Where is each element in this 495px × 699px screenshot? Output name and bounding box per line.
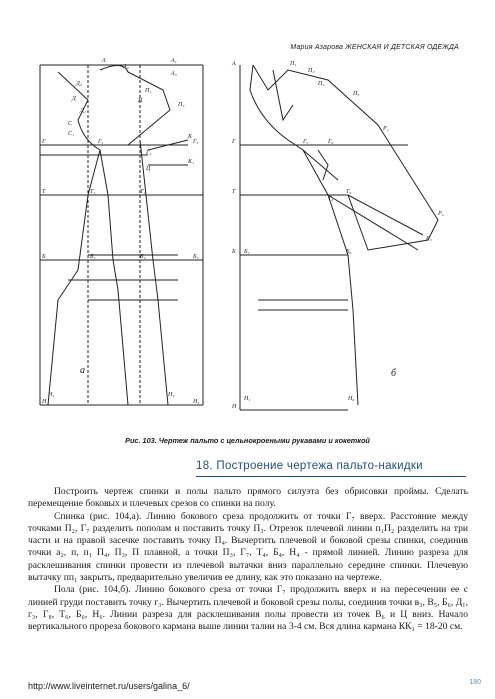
- label-b-B1: Б₁: [244, 249, 250, 255]
- label-a-P2: П₂: [178, 102, 185, 108]
- label-a-A1: А₁: [171, 58, 177, 64]
- label-a-G3: Г₃: [193, 139, 199, 145]
- label-a-G: Г: [42, 139, 46, 145]
- label-b-G7: Г₇: [303, 139, 309, 145]
- drawing-b-lines: [240, 65, 438, 410]
- label-b-P1: П₁: [290, 61, 297, 67]
- label-b-R1: Р₁: [383, 126, 389, 132]
- label-a-C: С: [68, 121, 73, 127]
- label-a-D: Д: [72, 96, 76, 102]
- label-b-R2: Р₂: [438, 211, 444, 217]
- page-number: 180: [469, 679, 481, 686]
- label-a-H: Н: [42, 399, 47, 405]
- label-b-R3: Р₃: [426, 236, 432, 242]
- footer-url[interactable]: http://www.liveinternet.ru/users/galina_6/: [28, 681, 190, 691]
- figure-label-a: а: [80, 365, 85, 376]
- label-b-H6: Н₆: [348, 396, 355, 402]
- label-a-G1: Г₁: [98, 139, 104, 145]
- label-b-P3: П₃: [353, 91, 360, 97]
- label-a-C-ts: Ц: [146, 166, 151, 172]
- label-a-T2: Т₂: [140, 189, 146, 195]
- label-a-K: К: [188, 134, 192, 140]
- drawing-a-labels: [41, 58, 199, 405]
- label-a-C1: С₁: [68, 131, 75, 137]
- label-b-A: А: [232, 61, 236, 67]
- label-b-T6: Т₆: [346, 189, 352, 195]
- label-a-D2: Д₂: [76, 81, 82, 87]
- label-b-G: Г: [232, 139, 236, 145]
- label-b-P4: П₄: [318, 81, 325, 87]
- figure-label-b: б: [391, 368, 397, 379]
- label-b-T8: Т₈: [328, 196, 334, 202]
- label-a-H3: Н₃: [193, 399, 200, 405]
- label-a-B3: Б₃: [193, 254, 199, 260]
- label-a-A2: А₂: [123, 64, 129, 70]
- paragraph-intro: Построить чертеж спинки и полы пальто прямого силуэта без обрисовки проймы. Сделать перемещение боковых и плечевых срезов со спинки на полу.: [28, 486, 468, 510]
- label-a-A: А: [102, 58, 106, 64]
- label-b-T: Т: [232, 189, 236, 195]
- label-a-B1: Б₁: [90, 254, 96, 260]
- pattern-drawing: [28, 50, 468, 420]
- label-a-T1: Т₁: [90, 189, 96, 195]
- label-a-D1: Д₁: [80, 108, 86, 114]
- label-a-A3: А₃: [171, 71, 177, 77]
- label-a-H2: Н₂: [168, 392, 175, 398]
- label-a-K1: К₁: [188, 159, 195, 165]
- label-b-P2: П₂: [308, 68, 315, 74]
- body-text: [28, 486, 468, 634]
- drawing-a-lines: [40, 65, 203, 405]
- label-a-G2: Г₂: [146, 150, 152, 156]
- paragraph-back: Спинка (рис. 104,а). Линию бокового среза продолжить от точки Г₇ вверх. Расстояние между точками П₂, Г₇ разделить пополам и поставить точку П₃. Отрезок плечевой линии п₁П₂ разделить на три части и на правой засечке поставить точку П₄. Вычертить плечевой и боковой срезы спинки, соединив точки а₂, п, п₁ П₄, П₃, П плавной, а точки П₃, Г₇, Т₄, Б₄, Н₄ - прямой линией. Линию разреза для расклешивания спинки провести из плечевой вытачки вниз параллельно середине спинки. Плечевую вытачку пп₁ закрыть, предварительно увеличив ее длину, как это показано на чертеже.: [28, 510, 468, 584]
- title-underline: [196, 476, 466, 477]
- label-b-B6: Б₆: [346, 249, 352, 255]
- section-title: 18. Построение чертежа пальто-накидки: [196, 460, 423, 472]
- label-a-H1: Н₁: [48, 392, 55, 398]
- drawing-b-labels: [231, 61, 444, 410]
- figure-caption: Рис. 103. Чертеж пальто с цельнокроеными рукавами и кокеткой: [125, 436, 370, 445]
- label-a-B: Б: [42, 254, 46, 260]
- label-a-B2: Б₂: [140, 254, 146, 260]
- label-a-P: П: [138, 98, 143, 104]
- label-a-P1: П₁: [145, 88, 152, 94]
- label-b-H1: Н₁: [244, 396, 251, 402]
- pattern-drawing-figure: [28, 50, 468, 420]
- label-b-G6: Г₆: [328, 139, 334, 145]
- label-b-B: Б: [232, 249, 236, 255]
- paragraph-front: Пола (рис. 104,б). Линию бокового среза от точки Г₇ продолжить вверх и на пересечении ее с линией груди поставить точку г₃. Вычертить плечевой и боковой срезы полы, соединив точки в₃, В₅, Б₆, Д₁, г₃, Г₈, Т₆, Б₆, Н₆. Линии разреза для расклешивания полы провести из точек В₆ и Ц вниз. Начало вертикального прореза бокового кармана выше линии талии на 3-4 см. Вся длина кармана КК₁ = 18-20 см.: [28, 584, 468, 633]
- label-b-H: Н: [232, 404, 237, 410]
- label-a-T: Т: [42, 189, 46, 195]
- running-title: Мария Азарова ЖЕНСКАЯ И ДЕТСКАЯ ОДЕЖДА: [290, 44, 459, 51]
